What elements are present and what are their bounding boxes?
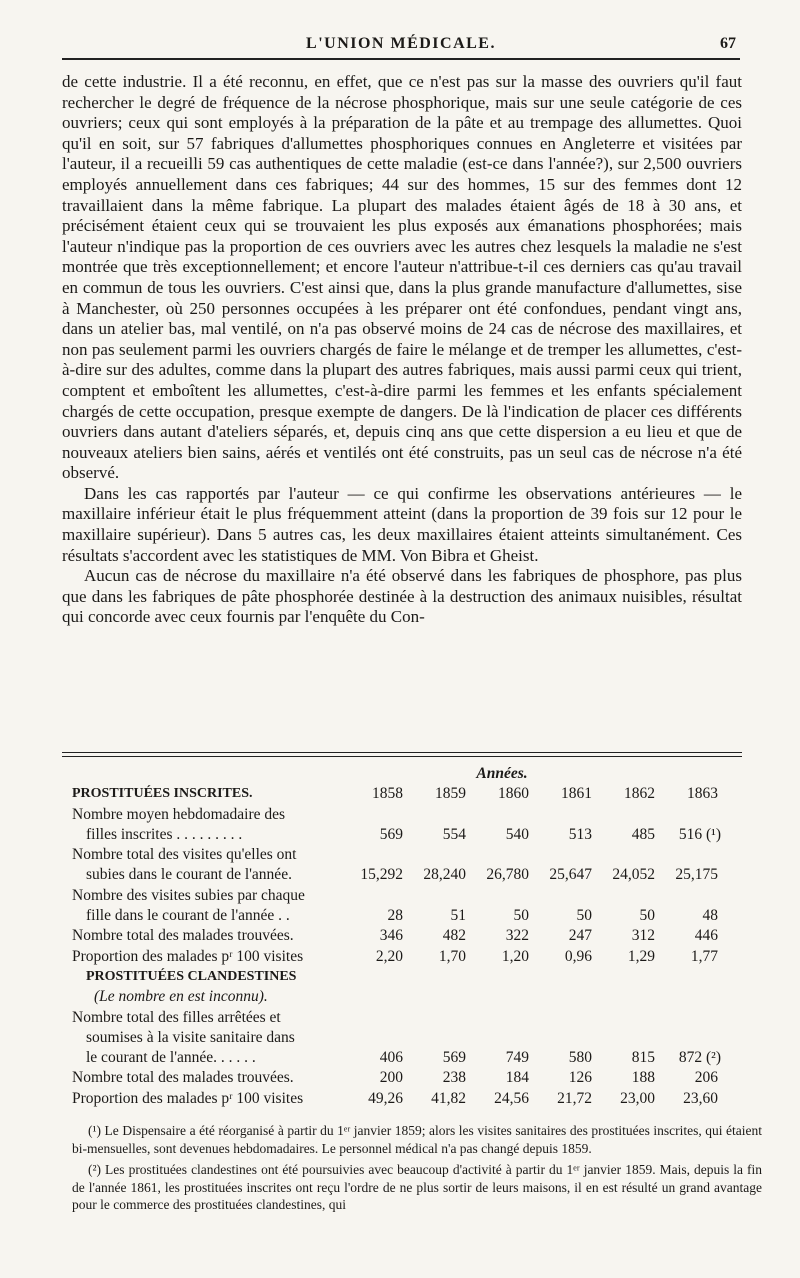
row-label: Nombre total des filles arrêtées et — [72, 1008, 281, 1026]
table-cell: 569 — [379, 825, 403, 843]
table-cell: 1,70 — [438, 947, 466, 965]
footnotes — [72, 1122, 762, 1218]
table-cell: 872 (²) — [678, 1049, 721, 1067]
table-cell: 26,780 — [486, 866, 529, 884]
section2-header — [72, 967, 762, 987]
table-cell: 23,00 — [620, 1089, 655, 1107]
table-row — [72, 825, 762, 845]
table-top-rule — [62, 752, 742, 753]
row-label: Nombre total des visites qu'elles ont — [72, 846, 297, 864]
year-header: 1863 — [687, 785, 718, 803]
row-label: Nombre moyen hebdomadaire des — [72, 805, 286, 823]
table-cell: 24,56 — [494, 1089, 529, 1107]
table-row-label — [72, 886, 762, 906]
article-body — [62, 72, 742, 628]
table-cell: 25,175 — [675, 866, 718, 884]
table-cell: 540 — [505, 825, 529, 843]
table-cell: 346 — [379, 927, 403, 945]
table-row-label — [72, 845, 762, 865]
table-top-rule-2 — [62, 756, 742, 757]
section2-note: (Le nombre en est inconnu). — [94, 988, 268, 1006]
table-cell: 2,20 — [375, 947, 403, 965]
table-row — [72, 1048, 762, 1068]
table-cell: 200 — [379, 1069, 403, 1087]
row-label: Nombre total des malades trouvées. — [72, 1069, 294, 1087]
table-cell: 21,72 — [557, 1089, 592, 1107]
body-paragraph-3: Aucun cas de nécrose du maxillaire n'a été observé dans les fabriques de phosphore, pas plus que dans les fabriques de pâte phosphorée destinée à la destruction des animaux nuisibles, résultat qui concorde avec ceux fournis par l'enquête du Con- — [62, 566, 742, 627]
table-cell: 51 — [450, 907, 466, 925]
table-cell: 516 (¹) — [678, 825, 721, 843]
table-cell: 48 — [702, 907, 718, 925]
footnote-1: (¹) Le Dispensaire a été réorganisé à partir du 1ᵉʳ janvier 1859; alors les visites sanitaires des prostituées inscrites, qui étaient bi-mensuelles, sont devenues hebdomadaires. Le personnel médical n'a pas changé depuis 1859. — [72, 1123, 762, 1156]
row-label: Proportion des malades pʳ 100 visites — [72, 1089, 304, 1107]
table-cell: 513 — [568, 825, 592, 843]
table-cell: 485 — [631, 825, 655, 843]
year-header: 1859 — [435, 785, 466, 803]
table-row — [72, 1089, 762, 1109]
table-cell: 28,240 — [423, 866, 466, 884]
table-row — [72, 947, 762, 967]
section2-title: PROSTITUÉES CLANDESTINES — [86, 968, 297, 984]
table-cell: 482 — [442, 927, 466, 945]
section2-note-row — [72, 987, 762, 1007]
body-paragraph-2: Dans les cas rapportés par l'auteur — ce qui confirme les observations antérieures — le maxillaire inférieur était le plus fréquemment atteint (dans la proportion de 39 fois sur 12 pour le maxillaire supérieur). Dans 5 autres cas, les deux maxillaires étaient atteints simultanément. Ces résultats s'accordent avec les statistiques de MM. Von Bibra et Gheist. — [62, 483, 742, 565]
table-cell: 126 — [568, 1069, 592, 1087]
year-header: 1860 — [498, 785, 529, 803]
table-cell: 446 — [694, 927, 718, 945]
table-cell: 49,26 — [368, 1089, 403, 1107]
table-cell: 25,647 — [549, 866, 592, 884]
page-header — [62, 32, 740, 60]
table-cell: 1,20 — [501, 947, 529, 965]
running-title: L'UNION MÉDICALE. — [306, 35, 496, 52]
table-cell: 238 — [442, 1069, 466, 1087]
table-cell: 749 — [505, 1049, 529, 1067]
table-cell: 24,052 — [612, 866, 655, 884]
table-cell: 206 — [694, 1069, 718, 1087]
table-cell: 322 — [505, 927, 529, 945]
row-label: Proportion des malades pʳ 100 visites — [72, 947, 304, 965]
table-row-label — [72, 1028, 762, 1048]
row-label: le courant de l'année. . . . . . — [86, 1049, 256, 1067]
table-cell: 569 — [442, 1049, 466, 1067]
table-cell: 580 — [568, 1049, 592, 1067]
table-row — [72, 865, 762, 885]
table-row — [72, 906, 762, 926]
table-cell: 41,82 — [431, 1089, 466, 1107]
table-header-row — [72, 784, 762, 804]
table-cell: 50 — [513, 907, 529, 925]
table-cell: 406 — [379, 1049, 403, 1067]
table-row — [72, 926, 762, 946]
table-row-label — [72, 805, 762, 825]
table-cell: 815 — [631, 1049, 655, 1067]
section1-title: PROSTITUÉES INSCRITES. — [72, 786, 253, 802]
table-cell: 554 — [442, 825, 466, 843]
page-number: 67 — [720, 35, 736, 52]
table-cell: 23,60 — [683, 1089, 718, 1107]
row-label: fille dans le courant de l'année . . — [86, 907, 290, 925]
year-header: 1858 — [372, 785, 403, 803]
table-cell: 312 — [631, 927, 655, 945]
row-label: subies dans le courant de l'année. — [86, 866, 292, 884]
row-label: Nombre total des malades trouvées. — [72, 927, 294, 945]
years-title: Années. — [476, 765, 528, 782]
year-header: 1861 — [561, 785, 592, 803]
statistics-table — [72, 764, 762, 1109]
table-cell: 50 — [576, 907, 592, 925]
table-cell: 188 — [631, 1069, 655, 1087]
table-cell: 1,29 — [627, 947, 655, 965]
footnote-2: (²) Les prostituées clandestines ont été poursuivies avec beaucoup d'activité à partir du 1ᵉʳ janvier 1859. Mais, depuis la fin de l'année 1861, les prostituées inscrites ont reçu l'ordre de ne plus sortir de leurs maisons, il en est résulté un grand avantage pour le commerce des prostituées clandestines, qui — [72, 1162, 762, 1212]
table-cell: 247 — [568, 927, 592, 945]
table-row-label — [72, 1008, 762, 1028]
row-label: Nombre des visites subies par chaque — [72, 886, 305, 904]
table-row — [72, 1068, 762, 1088]
body-paragraph-1: de cette industrie. Il a été reconnu, en effet, que ce n'est pas sur la masse des ouvriers qu'il faut rechercher le degré de fréquence de la nécrose phosphorique, mais sur une seule catégorie de ces ouvriers; ceux qui sont employés à la préparation de la pâte et au trempage des allumettes. Quoi qu'il en soit, sur 57 fabriques d'allumettes phosphoriques connues en Angleterre et visitées par l'auteur, il a recueilli 59 cas authentiques de cette maladie (est-ce dans l'année?), sur 2,500 ouvriers employés annuellement dans ces fabriques; 44 sur des hommes, 15 sur des femmes dont 12 travaillaient dans la même fabrique. La plupart des malades étaient âgés de 18 à 30 ans, et précisément étaient ceux qui se trouvaient les plus exposés aux émanations phosphorées; mais l'auteur n'indique pas la proportion de ces ouvriers avec les autres chez lesquels la maladie ne s'est montrée que très exceptionnellement; et encore l'auteur n'attribue-t-il ces derniers cas qu'au travail en commun de tous les ouvriers. C'est ainsi que, dans la plus grande manufacture d'allumettes, sise à Manchester, où 250 personnes occupées à les préparer ont été confondues, pendant vingt ans, dans un atelier bas, mal ventilé, on n'a pas observé moins de 24 cas de nécrose des maxillaires, et non pas seulement parmi les ouvriers chargés de faire le mélange et de tremper les allumettes, c'est-à-dire sur des adultes, comme dans la plupart des autres fabriques, mais aussi parmi ceux qui trient, comptent et emboîtent les allumettes, c'est-à-dire parmi les femmes et les enfants spécialement chargés de cette occupation, presque exempte de dangers. De là l'indication de placer ces différents ouvriers dans autant d'ateliers séparés, et, depuis cinq ans que cette dispersion a eu lieu et que de nouveaux ateliers bien sains, aérés et ventilés ont été construits, pas un seul cas de nécrose n'a été observé. — [62, 72, 742, 483]
table-cell: 50 — [639, 907, 655, 925]
table-cell: 184 — [505, 1069, 529, 1087]
row-label: soumises à la visite sanitaire dans — [86, 1028, 295, 1046]
table-cell: 15,292 — [360, 866, 403, 884]
row-label: filles inscrites . . . . . . . . . — [86, 825, 243, 843]
table-cell: 0,96 — [564, 947, 592, 965]
year-header: 1862 — [624, 785, 655, 803]
table-cell: 28 — [387, 907, 403, 925]
table-cell: 1,77 — [690, 947, 718, 965]
